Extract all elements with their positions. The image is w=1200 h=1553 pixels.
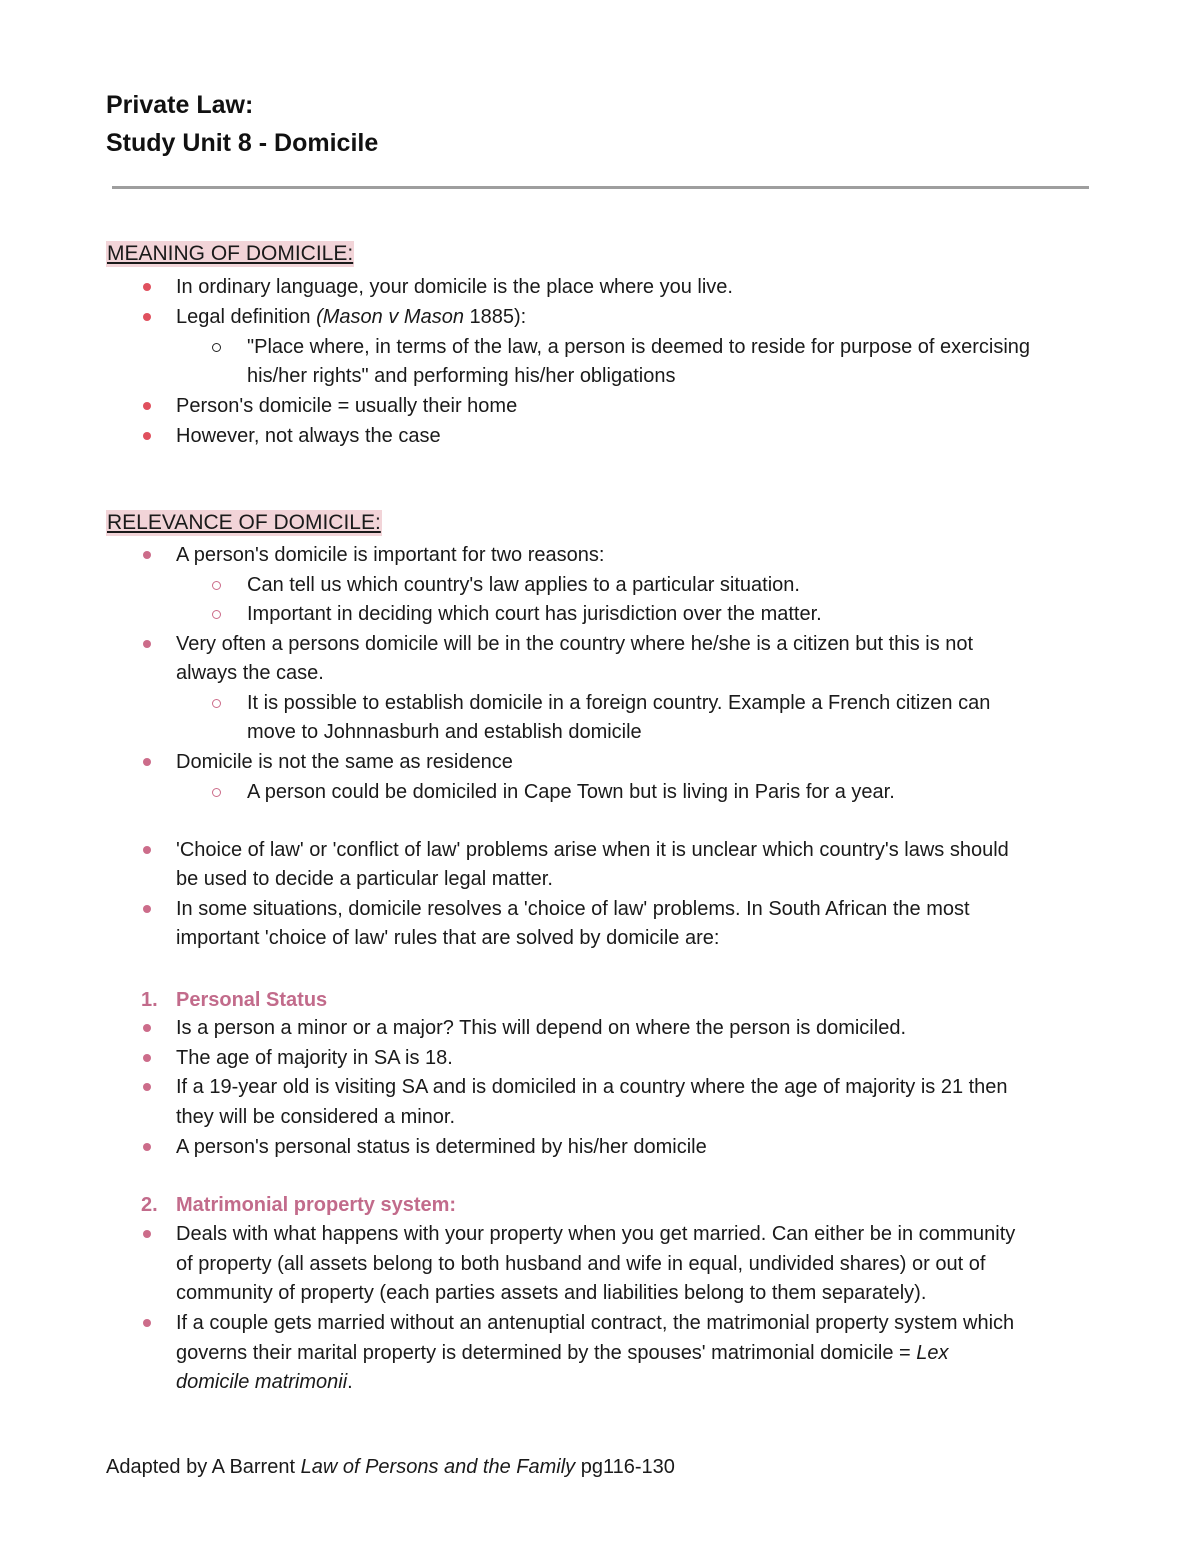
list-item-text: 1885):: [463, 306, 527, 328]
list-item-continued: [176, 1339, 949, 1367]
bullet-icon: [143, 1319, 151, 1327]
section-number: 2.: [141, 1194, 158, 1216]
sub-list-item-continued: move to Johnnasburh and establish domicile: [247, 721, 642, 743]
bullet-icon: [143, 1143, 151, 1151]
sub-list-item: It is possible to establish domicile in a foreign country. Example a French citizen can: [247, 692, 991, 714]
bullet-icon: [143, 402, 151, 410]
bullet-icon: [143, 1083, 151, 1091]
document-subtitle: Study Unit 8 - Domicile: [106, 129, 379, 157]
list-item: A person's domicile is important for two reasons:: [176, 544, 605, 566]
footer-pages: pg116-130: [575, 1456, 675, 1478]
sub-bullet-icon: [212, 788, 221, 797]
list-item-continued: be used to decide a particular legal matter.: [176, 868, 553, 890]
sub-list-item: Important in deciding which court has jurisdiction over the matter.: [247, 603, 822, 625]
list-item-continued: of property (all assets belong to both husband and wife in equal, undivided shares) or out of: [176, 1253, 986, 1275]
latin-term: Lex: [916, 1342, 949, 1364]
list-item: If a 19-year old is visiting SA and is domiciled in a country where the age of majority is 21 then: [176, 1076, 1008, 1098]
bullet-icon: [143, 1054, 151, 1062]
list-item: 'Choice of law' or 'conflict of law' problems arise when it is unclear which country's laws should: [176, 839, 1009, 861]
list-item-text: governs their marital property is determined by the spouses' matrimonial domicile =: [176, 1342, 917, 1364]
list-item: [176, 303, 526, 331]
document-title: Private Law:: [106, 91, 254, 119]
bullet-icon: [143, 846, 151, 854]
bullet-icon: [143, 758, 151, 766]
list-item: Is a person a minor or a major? This will depend on where the person is domiciled.: [176, 1017, 906, 1039]
list-item: In some situations, domicile resolves a 'choice of law' problems. In South African the most: [176, 898, 970, 920]
bullet-icon: [143, 432, 151, 440]
book-title: Law of Persons and the Family: [300, 1456, 576, 1478]
list-item-continued: important 'choice of law' rules that are solved by domicile are:: [176, 927, 720, 949]
list-item-continued: always the case.: [176, 662, 324, 684]
relevance-heading: RELEVANCE OF DOMICILE:: [107, 511, 381, 534]
list-item-continued: [176, 1368, 353, 1396]
list-item-continued: they will be considered a minor.: [176, 1106, 456, 1128]
sub-list-item: Can tell us which country's law applies to a particular situation.: [247, 574, 800, 596]
sub-bullet-icon: [212, 699, 221, 708]
bullet-icon: [143, 551, 151, 559]
list-item: In ordinary language, your domicile is the place where you live.: [176, 276, 733, 298]
sub-list-item: A person could be domiciled in Cape Town but is living in Paris for a year.: [247, 781, 895, 803]
bullet-icon: [143, 1024, 151, 1032]
matrimonial-heading: Matrimonial property system:: [176, 1194, 457, 1216]
list-item: If a couple gets married without an antenuptial contract, the matrimonial property system which: [176, 1312, 1015, 1334]
footer-text: Adapted by A Barrent: [106, 1456, 301, 1478]
sub-bullet-icon: [212, 581, 221, 590]
bullet-icon: [143, 640, 151, 648]
list-item-continued: community of property (each parties assets and liabilities belong to them separately).: [176, 1282, 927, 1304]
meaning-heading: MEANING OF DOMICILE:: [107, 242, 354, 265]
list-item: Person's domicile = usually their home: [176, 395, 518, 417]
list-item: Very often a persons domicile will be in the country where he/she is a citizen but this is not: [176, 633, 974, 655]
horizontal-divider: [112, 186, 1089, 189]
sub-list-item: "Place where, in terms of the law, a person is deemed to reside for purpose of exercising: [247, 336, 1031, 358]
latin-term: domicile matrimonii: [176, 1371, 348, 1393]
list-item-text: Legal definition: [176, 306, 317, 328]
list-item: A person's personal status is determined by his/her domicile: [176, 1136, 707, 1158]
list-item: However, not always the case: [176, 425, 441, 447]
bullet-icon: [143, 283, 151, 291]
list-item: Deals with what happens with your property when you get married. Can either be in community: [176, 1223, 1016, 1245]
bullet-icon: [143, 905, 151, 913]
bullet-icon: [143, 1230, 151, 1238]
list-item-text: .: [347, 1371, 353, 1393]
personal-status-heading: Personal Status: [176, 989, 328, 1011]
sub-bullet-icon: [212, 343, 221, 352]
list-item: Domicile is not the same as residence: [176, 751, 513, 773]
sub-list-item-continued: his/her rights" and performing his/her obligations: [247, 365, 676, 387]
sub-bullet-icon: [212, 610, 221, 619]
list-item: The age of majority in SA is 18.: [176, 1047, 453, 1069]
footer-attribution: [106, 1453, 675, 1481]
case-citation: (Mason v Mason: [316, 306, 464, 328]
section-number: 1.: [141, 989, 158, 1011]
bullet-icon: [143, 313, 151, 321]
